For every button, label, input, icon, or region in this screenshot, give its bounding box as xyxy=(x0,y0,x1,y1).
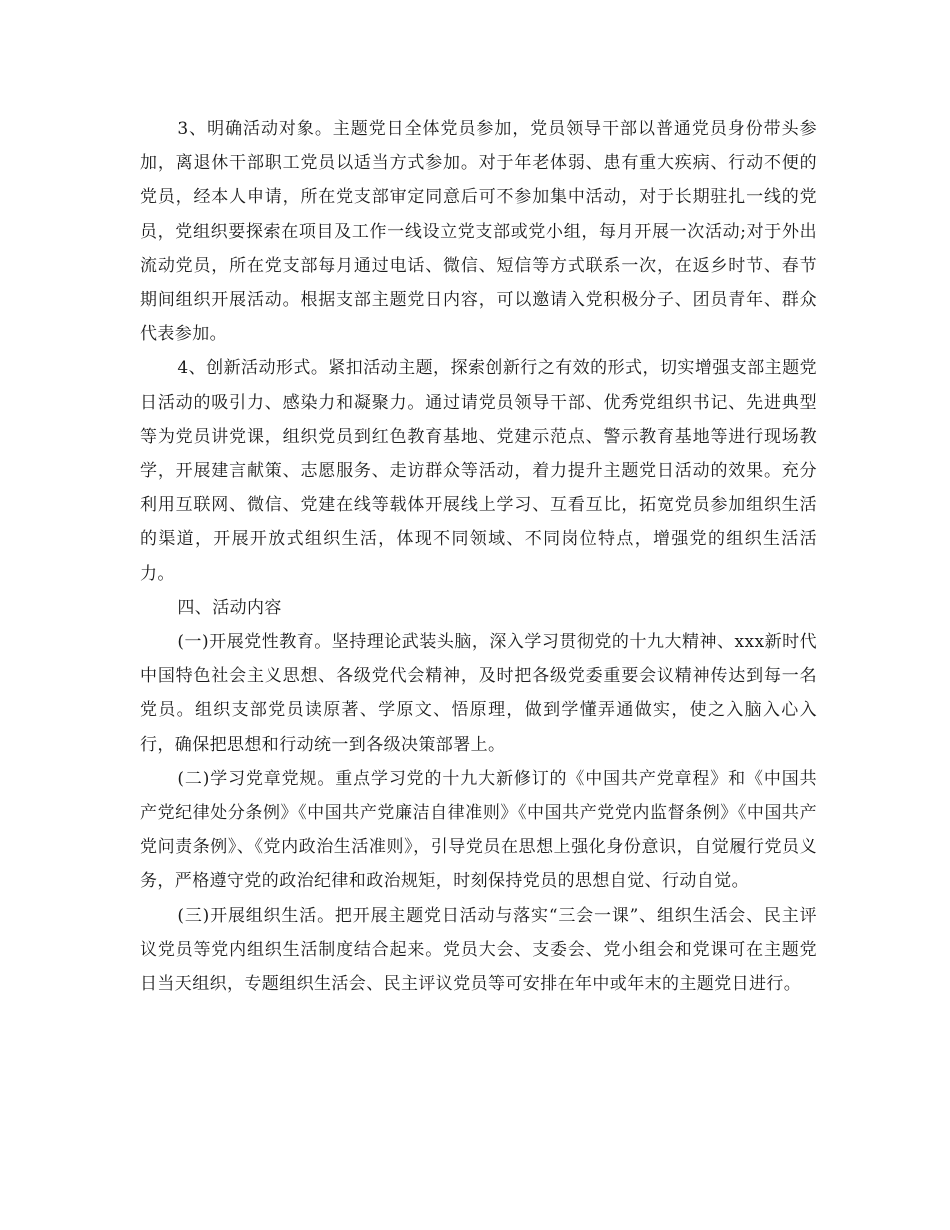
document-body xyxy=(140,112,817,1001)
paragraph-organization-life: (三)开展组织生活。把开展主题党日活动与落实“三会一课”、组织生活会、民主评议党员等党内组织生活制度结合起来。党员大会、支委会、党小组会和党课可在主题党日当天组织，专题组织生活会、民主评议党员等可安排在年中或年末的主题党日进行。 xyxy=(140,905,817,995)
paragraph-activity-targets: 3、明确活动对象。主题党日全体党员参加，党员领导干部以普通党员身份带头参加，离退休干部职工党员以适当方式参加。对于年老体弱、患有重大疾病、行动不便的党员，经本人申请，所在党支部审定同意后可不参加集中活动，对于长期驻扎一线的党员，党组织要探索在项目及工作一线设立党支部或党小组，每月开展一次活动;对于外出流动党员，所在党支部每月通过电话、微信、短信等方式联系一次，在返乡时节、春节期间组织开展活动。根据支部主题党日内容，可以邀请入党积极分子、团员青年、群众代表参加。 xyxy=(140,119,817,345)
paragraph-party-education: (一)开展党性教育。坚持理论武装头脑，深入学习贯彻党的十九大精神、xxx新时代中国特色社会主义思想、各级党代会精神，及时把各级党委重要会议精神传达到每一名党员。组织支部党员读原著、学原文、悟原理，做到学懂弄通做实，使之入脑入心入行，确保把思想和行动统一到各级决策部署上。 xyxy=(140,632,818,755)
paragraph-party-rules: (二)学习党章党规。重点学习党的十九大新修订的《中国共产党章程》和《中国共产党纪律处分条例》《中国共产党廉洁自律准则》《中国共产党党内监督条例》《中国共产党问责条例》、《党内政治生活准则》，引导党员在思想上强化身份意识，自觉履行党员义务，严格遵守党的政治纪律和政治规矩，时刻保持党员的思想自觉、行动自觉。 xyxy=(140,768,817,892)
paragraph-activity-forms: 4、创新活动形式。紧扣活动主题，探索创新行之有效的形式，切实增强支部主题党日活动的吸引力、感染力和凝聚力。通过请党员领导干部、优秀党组织书记、先进典型等为党员讲党课，组织党员到红色教育基地、党建示范点、警示教育基地等进行现场教学，开展建言献策、志愿服务、走访群众等活动，着力提升主题党日活动的效果。充分利用互联网、微信、党建在线等载体开展线上学习、互看互比，拓宽党员参加组织生活的渠道，开展开放式组织生活，体现不同领域、不同岗位特点，增强党的组织生活活力。 xyxy=(140,358,817,584)
section-heading-activity-content: 四、活动内容 xyxy=(177,597,282,618)
